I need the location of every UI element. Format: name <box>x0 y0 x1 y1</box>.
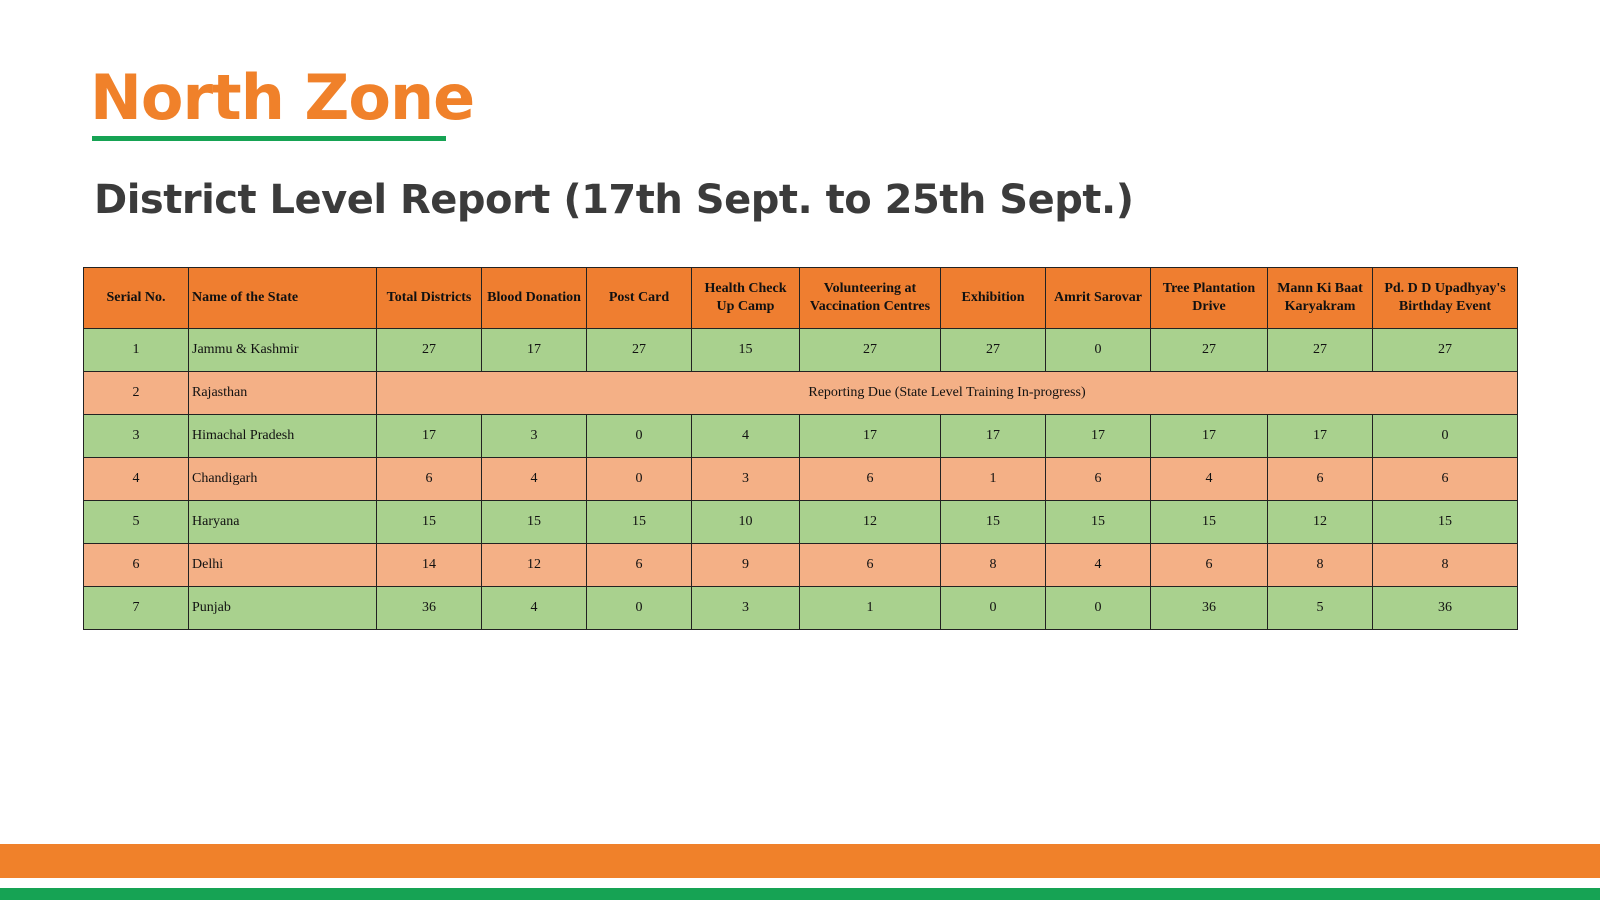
header-state-name: Name of the State <box>189 268 377 329</box>
cell-state-name: Haryana <box>189 501 377 544</box>
cell-value: 27 <box>1268 329 1373 372</box>
cell-value: 8 <box>941 544 1046 587</box>
cell-value: 36 <box>1151 587 1268 630</box>
cell-value: 12 <box>800 501 941 544</box>
cell-state-name: Punjab <box>189 587 377 630</box>
cell-value: 27 <box>587 329 692 372</box>
cell-state-name: Delhi <box>189 544 377 587</box>
cell-value: 3 <box>482 415 587 458</box>
cell-value: 0 <box>941 587 1046 630</box>
cell-value: 10 <box>692 501 800 544</box>
cell-value: 0 <box>1046 587 1151 630</box>
cell-value: 27 <box>377 329 482 372</box>
header-exhibition: Exhibition <box>941 268 1046 329</box>
cell-value: 15 <box>1151 501 1268 544</box>
cell-value: 6 <box>1373 458 1518 501</box>
footer-orange-band <box>0 844 1600 878</box>
cell-serial-no: 6 <box>84 544 189 587</box>
header-serial-no: Serial No. <box>84 268 189 329</box>
cell-value: 15 <box>482 501 587 544</box>
cell-value: 4 <box>482 458 587 501</box>
cell-value: 12 <box>1268 501 1373 544</box>
table-row <box>84 372 1518 415</box>
cell-state-name: Rajasthan <box>189 372 377 415</box>
cell-value: 8 <box>1268 544 1373 587</box>
header-post-card: Post Card <box>587 268 692 329</box>
cell-value: 27 <box>1151 329 1268 372</box>
cell-value: 3 <box>692 458 800 501</box>
header-amrit-sarovar: Amrit Sarovar <box>1046 268 1151 329</box>
cell-value: 6 <box>587 544 692 587</box>
cell-value: 17 <box>800 415 941 458</box>
zone-title-underline <box>92 136 446 141</box>
cell-serial-no: 4 <box>84 458 189 501</box>
cell-state-name: Chandigarh <box>189 458 377 501</box>
cell-value: 0 <box>587 415 692 458</box>
table-row <box>84 544 1518 587</box>
cell-value: 12 <box>482 544 587 587</box>
table-row <box>84 458 1518 501</box>
cell-value: 1 <box>941 458 1046 501</box>
cell-value: 36 <box>377 587 482 630</box>
cell-serial-no: 3 <box>84 415 189 458</box>
footer-green-band <box>0 888 1600 900</box>
table-row <box>84 587 1518 630</box>
header-upadhyay-birthday-event: Pd. D D Upadhyay's Birthday Event <box>1373 268 1518 329</box>
header-health-check-up-camp: Health Check Up Camp <box>692 268 800 329</box>
cell-reporting-note: Reporting Due (State Level Training In-progress) <box>377 372 1518 415</box>
cell-value: 0 <box>587 587 692 630</box>
cell-value: 6 <box>1268 458 1373 501</box>
cell-value: 0 <box>1046 329 1151 372</box>
cell-value: 6 <box>800 458 941 501</box>
cell-value: 4 <box>482 587 587 630</box>
header-tree-plantation-drive: Tree Plantation Drive <box>1151 268 1268 329</box>
cell-value: 27 <box>800 329 941 372</box>
cell-value: 17 <box>941 415 1046 458</box>
district-report-table <box>83 267 1518 630</box>
header-total-districts: Total Districts <box>377 268 482 329</box>
cell-value: 0 <box>587 458 692 501</box>
cell-value: 17 <box>482 329 587 372</box>
cell-value: 6 <box>377 458 482 501</box>
zone-title: North Zone <box>90 61 475 134</box>
cell-value: 6 <box>1151 544 1268 587</box>
cell-value: 15 <box>1046 501 1151 544</box>
table-header-row <box>84 268 1518 329</box>
cell-value: 0 <box>1373 415 1518 458</box>
cell-value: 15 <box>587 501 692 544</box>
cell-serial-no: 5 <box>84 501 189 544</box>
cell-value: 6 <box>1046 458 1151 501</box>
cell-value: 27 <box>941 329 1046 372</box>
cell-value: 17 <box>1268 415 1373 458</box>
report-title: District Level Report (17th Sept. to 25th Sept.) <box>94 177 1134 223</box>
cell-value: 9 <box>692 544 800 587</box>
cell-value: 1 <box>800 587 941 630</box>
header-blood-donation: Blood Donation <box>482 268 587 329</box>
header-mann-ki-baat-karyakram: Mann Ki Baat Karyakram <box>1268 268 1373 329</box>
cell-value: 4 <box>692 415 800 458</box>
cell-value: 4 <box>1046 544 1151 587</box>
cell-serial-no: 1 <box>84 329 189 372</box>
cell-state-name: Jammu & Kashmir <box>189 329 377 372</box>
cell-value: 15 <box>377 501 482 544</box>
cell-value: 8 <box>1373 544 1518 587</box>
cell-serial-no: 7 <box>84 587 189 630</box>
cell-value: 27 <box>1373 329 1518 372</box>
cell-value: 4 <box>1151 458 1268 501</box>
cell-value: 15 <box>692 329 800 372</box>
cell-value: 15 <box>941 501 1046 544</box>
cell-value: 6 <box>800 544 941 587</box>
table-body <box>84 329 1518 630</box>
table-row <box>84 329 1518 372</box>
cell-value: 17 <box>1046 415 1151 458</box>
table-row <box>84 415 1518 458</box>
header-volunteering-at-vaccination-centres: Volunteering at Vaccination Centres <box>800 268 941 329</box>
cell-value: 17 <box>1151 415 1268 458</box>
cell-value: 15 <box>1373 501 1518 544</box>
cell-state-name: Himachal Pradesh <box>189 415 377 458</box>
cell-serial-no: 2 <box>84 372 189 415</box>
table-row <box>84 501 1518 544</box>
cell-value: 3 <box>692 587 800 630</box>
cell-value: 36 <box>1373 587 1518 630</box>
cell-value: 14 <box>377 544 482 587</box>
cell-value: 17 <box>377 415 482 458</box>
cell-value: 5 <box>1268 587 1373 630</box>
